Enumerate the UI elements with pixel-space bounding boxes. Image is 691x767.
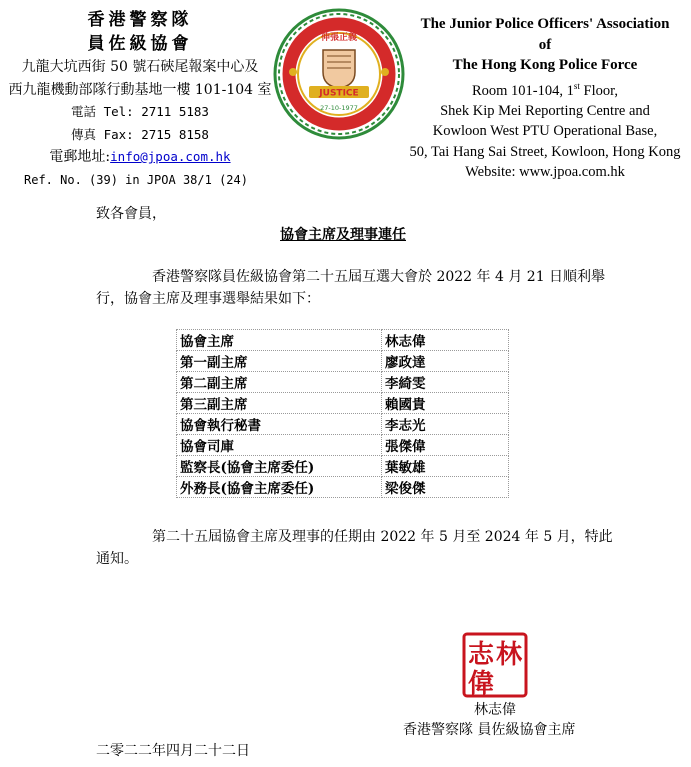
seal-char-3: 偉 bbox=[467, 669, 495, 698]
logo-banner-text: JUSTICE bbox=[319, 88, 359, 99]
chairman-seal bbox=[462, 632, 528, 698]
name-cell: 張傑偉 bbox=[382, 435, 509, 456]
name-cell: 李志光 bbox=[382, 414, 509, 435]
position-cell: 協會主席 bbox=[177, 330, 382, 351]
name-cell: 李綺雯 bbox=[382, 372, 509, 393]
email-label: 電郵地址: bbox=[49, 149, 111, 165]
salutation: 致各會員， bbox=[96, 206, 166, 222]
paragraph-term: 第二十五屆協會主席及理事的任期由 2022 年 5 月至 2024 年 5 月，特此通知。 bbox=[96, 529, 613, 567]
address-en-line1: Room 101-104, 1st Floor, bbox=[471, 80, 618, 99]
logo-founded-date: 27-10-1977 bbox=[320, 104, 358, 112]
name-cell: 賴國貴 bbox=[382, 393, 509, 414]
website: Website: www.jpoa.com.hk bbox=[465, 164, 625, 181]
org-name-zh-line1: 香港警察隊 bbox=[87, 10, 193, 30]
email-line bbox=[0, 146, 280, 169]
seal-char-1: 林 bbox=[495, 640, 523, 670]
position-cell: 協會司庫 bbox=[177, 435, 382, 456]
table-row bbox=[177, 351, 509, 372]
table-row bbox=[177, 435, 509, 456]
signatory-name: 林志偉 bbox=[474, 702, 516, 718]
address-en-line2: Shek Kip Mei Reporting Centre and bbox=[440, 102, 650, 119]
paragraph-election: 香港警察隊員佐級協會第二十五屆互選大會於 2022 年 4 月 21 日順利舉行，協會主席及理事選舉結果如下： bbox=[96, 269, 606, 307]
association-logo bbox=[271, 6, 407, 142]
fax: 傳真 Fax: 2715 8158 bbox=[71, 126, 209, 142]
org-name-zh-line2: 員佐級協會 bbox=[87, 34, 193, 54]
org-name-en-line1: The Junior Police Officers' Association bbox=[420, 16, 670, 32]
table-row bbox=[177, 393, 509, 414]
table-row bbox=[177, 330, 509, 351]
position-cell: 監察長(協會主席委任) bbox=[177, 456, 382, 477]
name-cell: 葉敏雄 bbox=[382, 456, 509, 477]
address-en-line4: 50, Tai Hang Sai Street, Kowloon, Hong Kong bbox=[409, 143, 681, 160]
reference-number: Ref. No. (39) in JPOA 38/1 (24) bbox=[24, 173, 248, 187]
org-name-en-line3: The Hong Kong Police Force bbox=[452, 57, 638, 73]
name-cell: 林志偉 bbox=[382, 330, 509, 351]
position-cell: 外務長(協會主席委任) bbox=[177, 477, 382, 498]
table-row bbox=[177, 456, 509, 477]
seal-char-2: 志 bbox=[467, 640, 495, 670]
address-zh-line2: 西九龍機動部隊行動基地一樓 101-104 室 bbox=[8, 81, 272, 98]
letter-date: 二零二二年四月二十二日 bbox=[96, 743, 250, 759]
position-cell: 第二副主席 bbox=[177, 372, 382, 393]
letterhead-zh bbox=[0, 8, 280, 169]
email-link[interactable]: info@jpoa.com.hk bbox=[110, 149, 231, 164]
letterhead-en bbox=[400, 14, 690, 183]
table-row bbox=[177, 372, 509, 393]
org-name-en-line2: of bbox=[538, 36, 552, 53]
position-cell: 第三副主席 bbox=[177, 393, 382, 414]
election-results-table bbox=[176, 329, 509, 498]
name-cell: 廖政達 bbox=[382, 351, 509, 372]
position-cell: 協會執行秘書 bbox=[177, 414, 382, 435]
logo-motto: 伸張正義 bbox=[320, 33, 358, 43]
address-zh-line1: 九龍大坑西街 50 號石硤尾報案中心及 bbox=[21, 59, 259, 75]
signatory-title: 香港警察隊 員佐級協會主席 bbox=[403, 722, 576, 738]
table-row bbox=[177, 414, 509, 435]
table-row bbox=[177, 477, 509, 498]
subject-heading: 協會主席及理事連任 bbox=[280, 227, 406, 243]
telephone: 電話 Tel: 2711 5183 bbox=[71, 104, 209, 119]
name-cell: 梁俊傑 bbox=[382, 477, 509, 498]
address-en-line3: Kowloon West PTU Operational Base, bbox=[432, 123, 658, 140]
position-cell: 第一副主席 bbox=[177, 351, 382, 372]
